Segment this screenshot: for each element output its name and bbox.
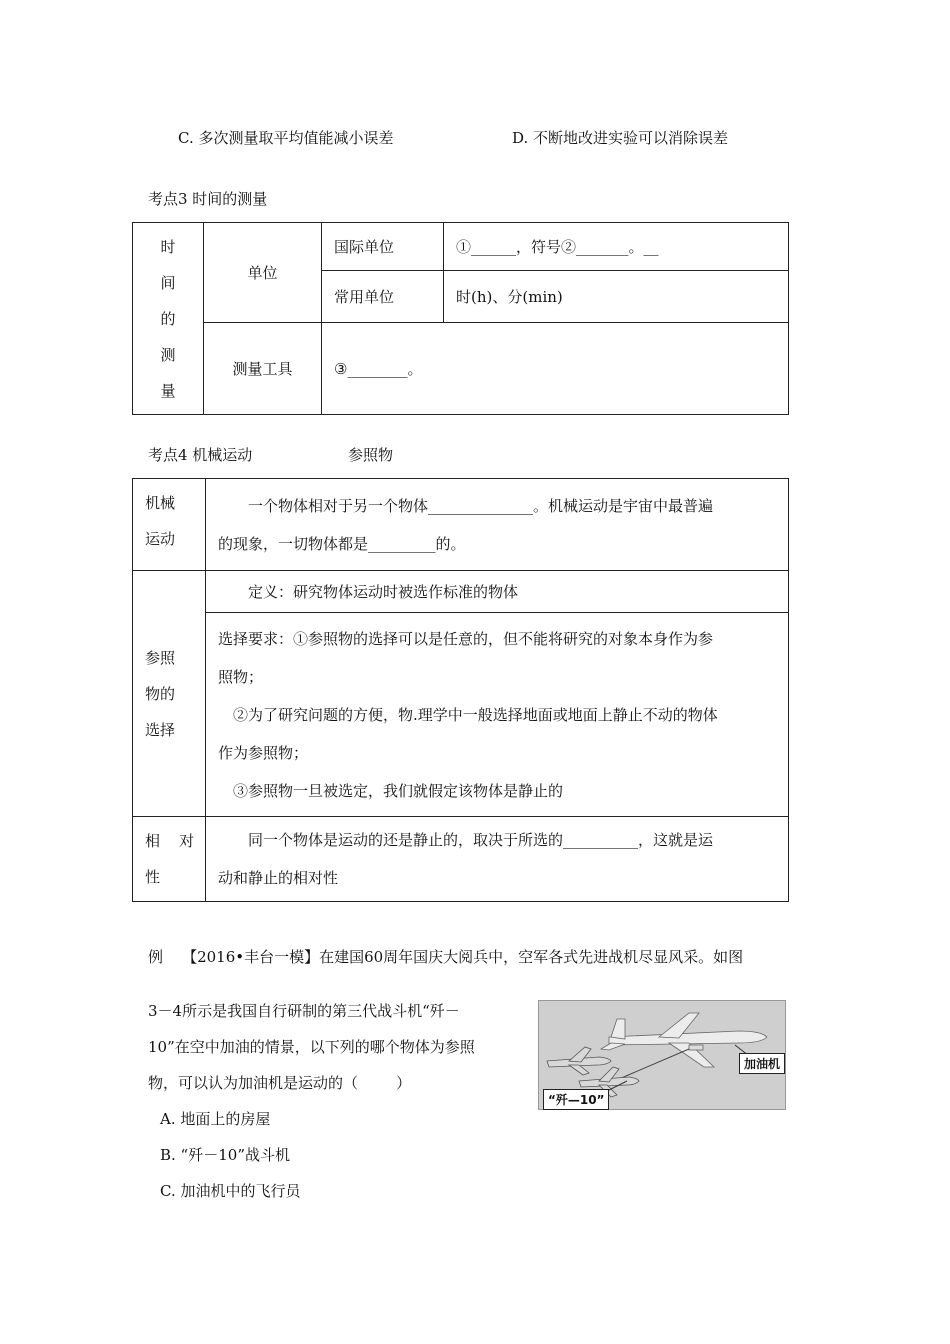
example-option-b: B. “歼－10”战斗机	[160, 1146, 290, 1164]
example-line-3: 10”在空中加油的情景，以下列的哪个物体为参照	[148, 1038, 475, 1056]
time-measurement-side-label: 时 间 的 测 量	[133, 223, 204, 415]
option-d: D. 不断地改进实验可以消除误差	[512, 129, 729, 147]
intl-unit-value: ①______，符号②_______。__	[444, 223, 789, 271]
section-title-k4: 考点4 机械运动	[148, 446, 253, 464]
mechanical-motion-table	[132, 478, 789, 902]
option-c: C. 多次测量取平均值能减小误差	[178, 129, 394, 147]
fighter-tag: “歼—10”	[543, 1089, 609, 1110]
tool-label: 测量工具	[204, 323, 322, 415]
example-line-4: 物，可以认为加油机是运动的（ ）	[148, 1074, 412, 1092]
relativity-label: 相 对 性	[133, 817, 206, 902]
reference-choice-label: 参照 物的 选择	[133, 571, 206, 817]
example-option-a: A. 地面上的房屋	[160, 1110, 271, 1128]
tanker-tag: 加油机	[739, 1053, 785, 1074]
common-unit-label: 常用单位	[322, 271, 444, 323]
time-measurement-table	[132, 222, 789, 415]
reference-definition: 定义：研究物体运动时被选作标准的物体	[206, 571, 789, 613]
intl-unit-label: 国际单位	[322, 223, 444, 271]
section-title-k4-reference: 参照物	[348, 446, 394, 464]
section-title-k3: 考点3 时间的测量	[148, 190, 268, 208]
refueling-photo	[538, 1000, 786, 1110]
mechanical-motion-label: 机械 运动	[133, 479, 206, 571]
common-unit-value: 时(h)、分(min)	[444, 271, 789, 323]
tool-value: ③________。	[322, 323, 789, 415]
unit-label: 单位	[204, 223, 322, 323]
relativity-content: 同一个物体是运动的还是静止的，取决于所选的__________，这就是运 动和静止的相对性	[206, 817, 789, 902]
example-line-2: 3－4所示是我国自行研制的第三代战斗机“歼－	[148, 1002, 460, 1020]
example-line-1: 例 【2016•丰台一模】在建国60周年国庆大阅兵中，空军各式先进战机尽显风采。如图	[148, 948, 744, 966]
reference-requirements: 选择要求：①参照物的选择可以是任意的，但不能将研究的对象本身作为参 照物； ②为了研究问题的方便，物.理学中一般选择地面或地面上静止不动的物体 作为参照物； ③参照物一旦被选定，我们就假定该物体是静止的	[206, 613, 789, 817]
example-option-c: C. 加油机中的飞行员	[160, 1182, 301, 1200]
mechanical-motion-content: 一个物体相对于另一个物体______________。机械运动是宇宙中最普遍 的现象，一切物体都是_________的。	[206, 479, 789, 571]
